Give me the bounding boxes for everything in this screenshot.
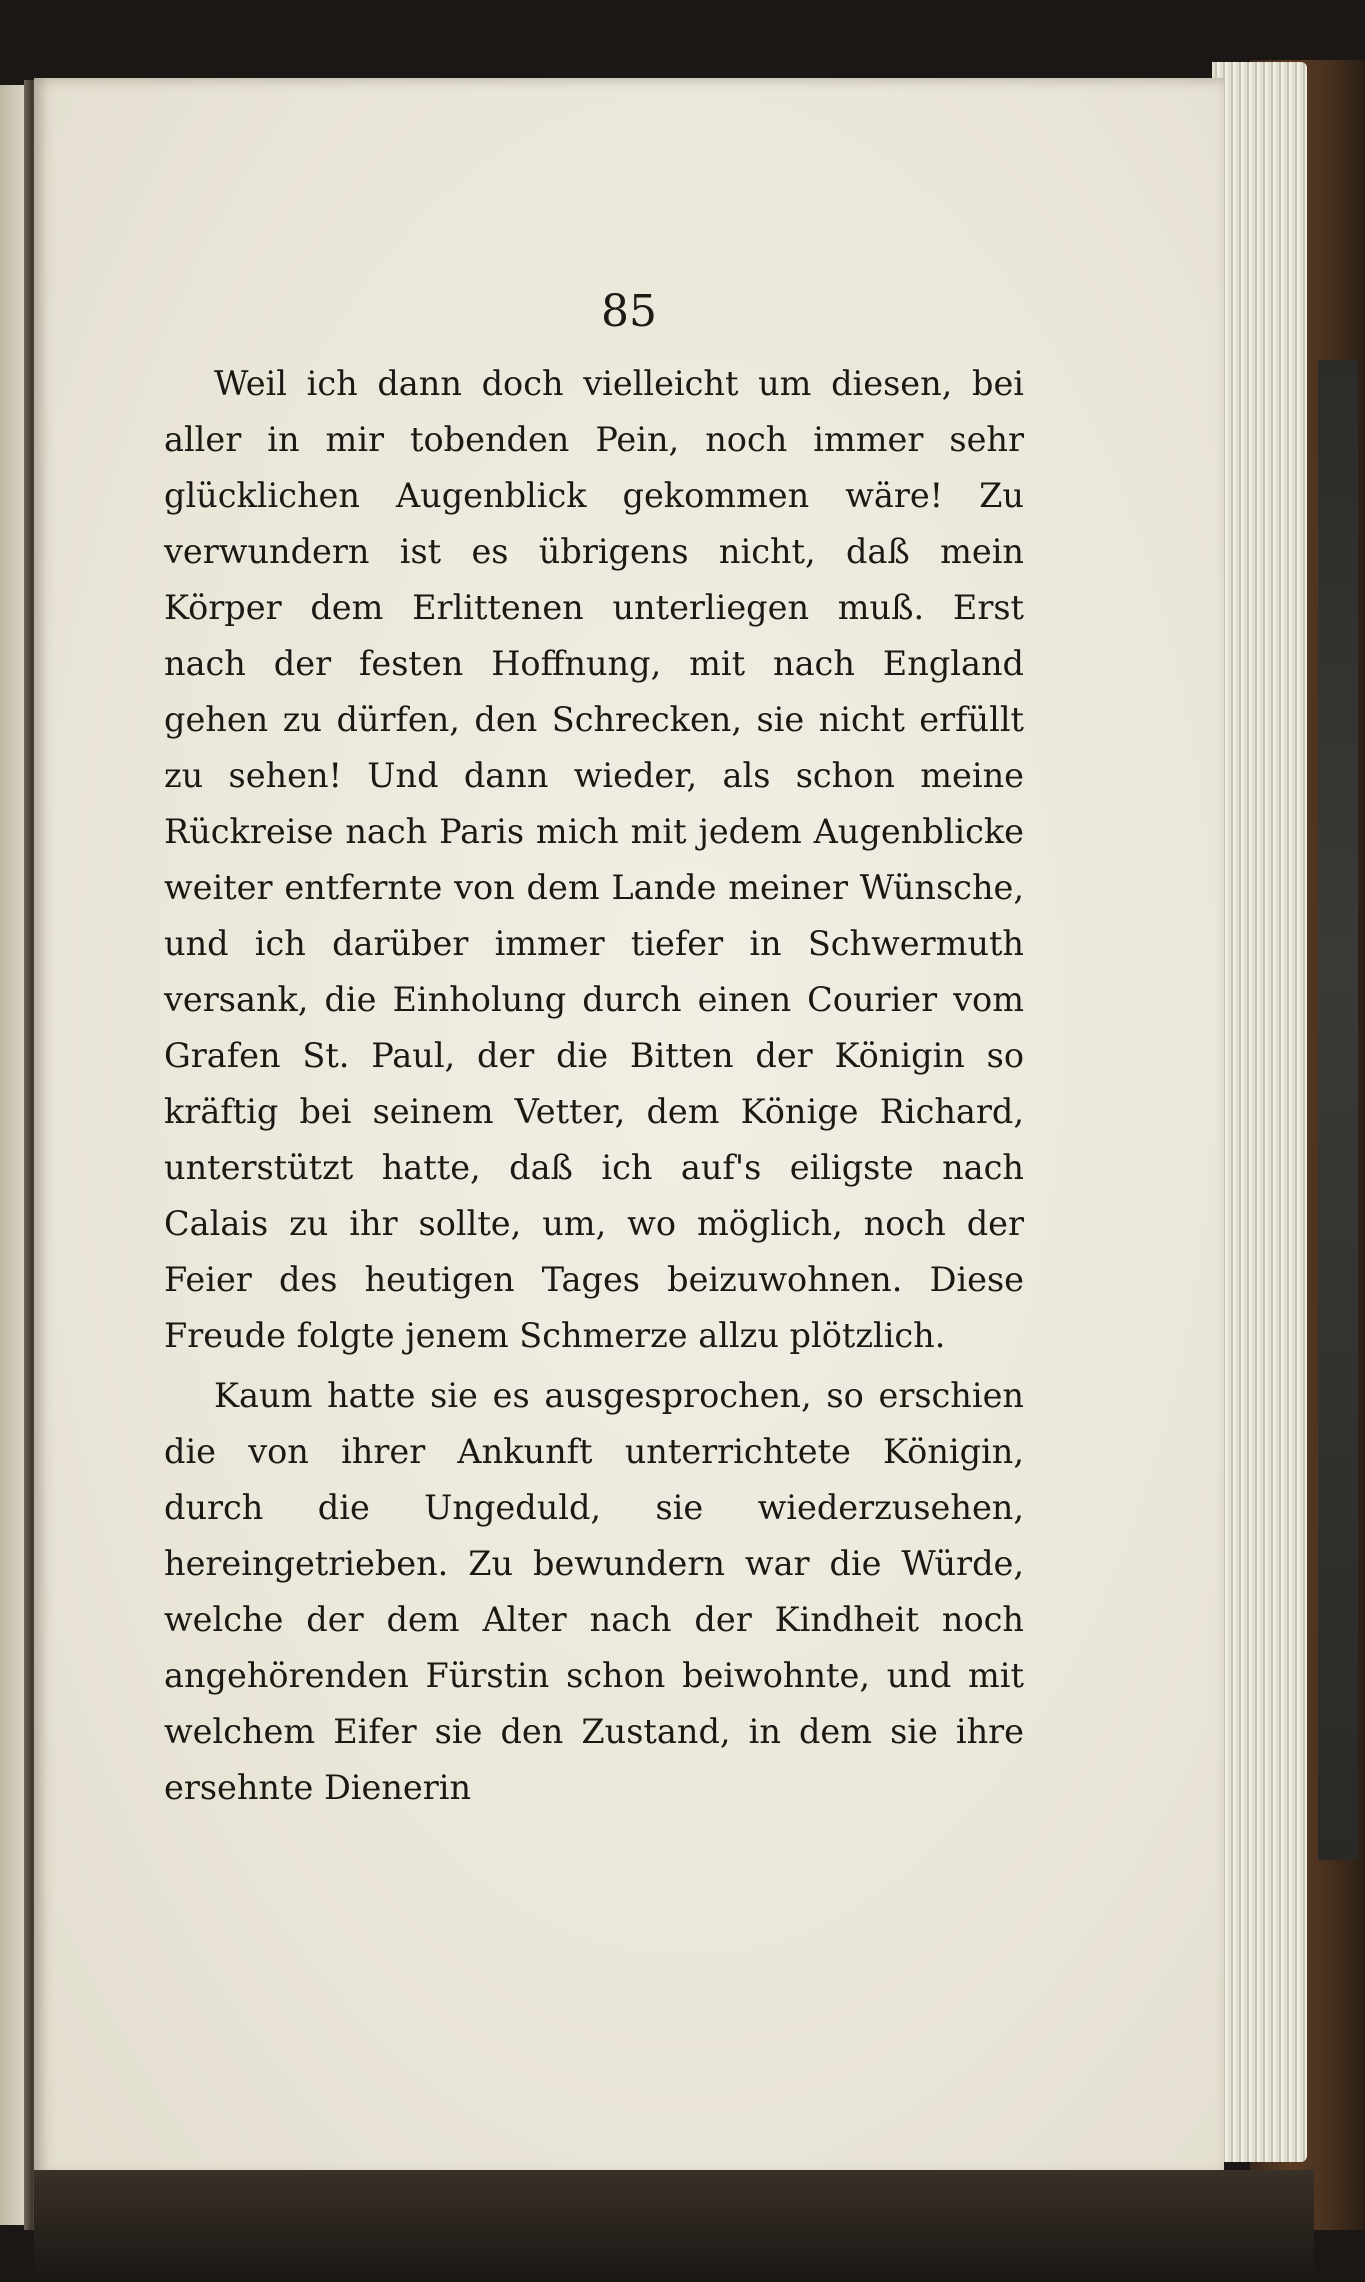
paragraph: Weil ich dann doch vielleicht um diesen, bei aller in mir tobenden Pein, noch immer sehr glücklichen Augenblick gekommen wäre! Zu verwundern ist es übrigens nicht, daß mein Körper dem Erlittenen unterliegen muß. Erst nach der festen Hoffnung, mit nach England gehen zu dürfen, den Schrecken, sie nicht erfüllt zu sehen! Und dann wieder, als schon meine Rückreise nach Paris mich mit jedem Augenblicke weiter entfernte von dem Lande meiner Wünsche, und ich darüber immer tiefer in Schwermuth versank, die Einholung durch einen Courier vom Grafen St. Paul, der die Bitten der Königin so kräftig bei seinem Vetter, dem Könige Richard, unterstützt hatte, daß ich auf's eiligste nach Calais zu ihr sollte, um, wo möglich, noch der Feier des heutigen Tages beizuwohnen. Diese Freude folgte jenem Schmerze allzu plötzlich. bbox=[164, 364, 1024, 1355]
paragraph: Kaum hatte sie es ausgesprochen, so erschien die von ihrer Ankunft unterrichtete Königin, durch die Ungeduld, sie wiederzusehen, hereingetrieben. Zu bewundern war die Würde, welche der dem Alter nach der Kindheit noch angehörenden Fürstin schon beiwohnte, und mit welchem Eifer sie den Zustand, in dem sie ihre ersehnte Dienerin bbox=[164, 1376, 1024, 1807]
book-page bbox=[34, 78, 1224, 2178]
cover-spine-strip bbox=[1318, 360, 1358, 1860]
table-shadow bbox=[34, 2170, 1314, 2282]
body-text bbox=[164, 356, 1024, 1816]
page-number: 85 bbox=[601, 286, 657, 337]
stacked-page-edges bbox=[1212, 62, 1307, 2162]
